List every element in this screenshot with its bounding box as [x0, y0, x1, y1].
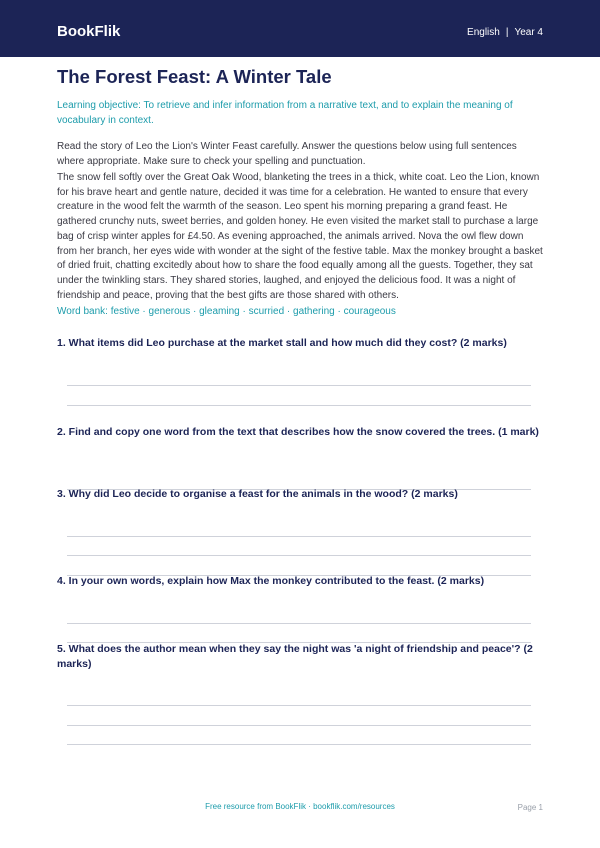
story-text: The snow fell softly over the Great Oak Wood, blanketing the trees in a thick, white coat. Leo the Lion, known for his brave heart and gentle nature, decided it was time for a celebration. He wanted to ensure that every creature in the wood felt the warmth of the season. Leo spent his morning preparing a grand feast. He gathered crunchy nuts, sweet berries, and golden honey. He even visited the market stall to purchase a large bag of crisp winter apples for £4.50. As evening approached, the animals arrived. Nova the owl flew down from her branch, her eyes wide with wonder at the sight of the festive table. Max the monkey brought a basket of dried fruit, chatting excitedly about how to share the food equally among all the guests. Together, they sat under the twinkling stars. They shared stories, laughed, and enjoyed the delicious food. It was a night of friendship and peace, proving that the best gifts are those shared with others.: [57, 172, 543, 301]
subject-label: English: [467, 27, 500, 38]
instructions: Read the story of Leo the Lion's Winter Feast carefully. Answer the questions below using full sentences where appropriate. Make sure to check your spelling and punctuation.: [57, 141, 517, 167]
answer-line[interactable]: [67, 623, 531, 624]
worksheet-title: The Forest Feast: A Winter Tale: [57, 66, 332, 87]
word-bank: Word bank: festive · generous · gleaming · scurried · gathering · courageous: [57, 306, 396, 317]
answer-line[interactable]: [67, 705, 531, 706]
page-header: [0, 0, 600, 57]
question-5: 5. What does the author mean when they say the night was 'a night of friendship and peace'? (2 marks): [57, 643, 533, 670]
learning-objective: Learning objective: To retrieve and infer information from a narrative text, and to explain the meaning of vocabulary in context.: [57, 100, 513, 126]
question-1: 1. What items did Leo purchase at the market stall and how much did they cost? (2 marks): [57, 337, 507, 349]
question-3: 3. Why did Leo decide to organise a feast for the animals in the wood? (2 marks): [57, 488, 458, 500]
question-2: 2. Find and copy one word from the text that describes how the snow covered the trees. (1 mark): [57, 426, 539, 438]
year-label: Year 4: [514, 27, 543, 38]
page-number: Page 1: [517, 803, 543, 812]
brand-logo: BookFlik: [57, 23, 121, 40]
answer-line[interactable]: [67, 744, 531, 745]
answer-line[interactable]: [67, 536, 531, 537]
answer-line[interactable]: [67, 385, 531, 386]
answer-line[interactable]: [67, 555, 531, 556]
question-4: 4. In your own words, explain how Max the monkey contributed to the feast. (2 marks): [57, 575, 485, 587]
tag-separator: |: [505, 27, 509, 38]
subject-year-tag: [467, 26, 543, 40]
answer-line[interactable]: [67, 725, 531, 726]
footer-link[interactable]: Free resource from BookFlik · bookflik.com/resources: [205, 802, 395, 811]
answer-line[interactable]: [67, 405, 531, 406]
